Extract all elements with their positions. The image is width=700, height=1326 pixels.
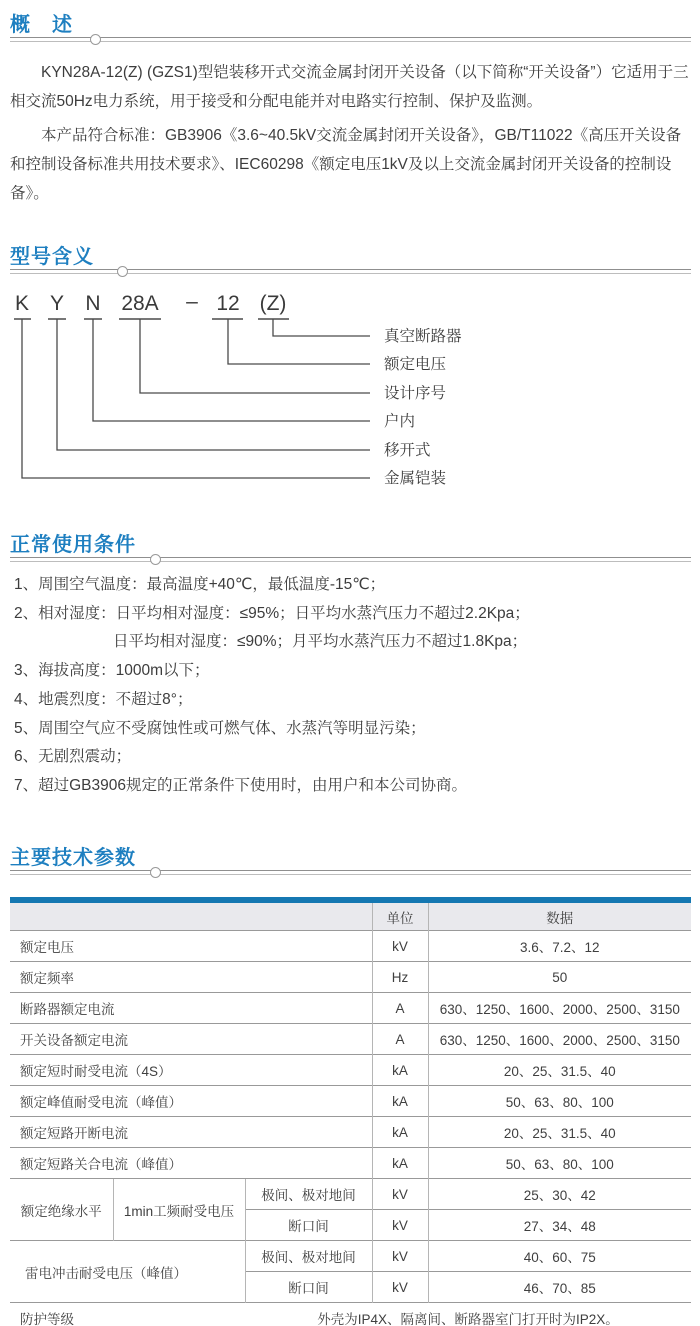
param-cell: 额定短时耐受电流（4S） xyxy=(10,1055,372,1086)
overview-paragraph-2: 本产品符合标准：GB3906《3.6~40.5kV交流金属封闭开关设备》，GB/T11022《高压开关设备和控制设备标准共用技术要求》、IEC60298《额定电压1kV及以上交流金属封闭开关设备的控制设备》。 xyxy=(10,127,682,202)
code-label-withdrawable: 移开式 xyxy=(384,442,431,459)
code-label-metal-clad: 金属铠装 xyxy=(384,470,447,487)
model-code-diagram xyxy=(0,288,700,503)
condition-item: 3、海拔高度：1000m以下； xyxy=(14,662,210,680)
table-row xyxy=(10,1117,691,1148)
table-row xyxy=(10,1148,691,1179)
unit-cell: kV xyxy=(372,1179,428,1210)
code-char-Y: Y xyxy=(49,292,65,315)
header-data-cell: 数据 xyxy=(428,903,691,931)
unit-cell: kA xyxy=(372,1055,428,1086)
data-cell: 46、70、85 xyxy=(428,1272,691,1303)
model-title: 型号含义 xyxy=(10,246,94,268)
unit-cell: kV xyxy=(372,1210,428,1241)
table-row-protection xyxy=(10,1303,691,1326)
param-cell: 额定短路开断电流 xyxy=(10,1117,372,1148)
table-row xyxy=(10,1086,691,1117)
param-cell: 额定电压 xyxy=(10,931,372,962)
table-row xyxy=(10,1055,691,1086)
unit-cell: kA xyxy=(372,1117,428,1148)
code-char-N: N xyxy=(85,292,101,315)
overview-paragraphs xyxy=(10,58,691,213)
parameters-title: 主要技术参数 xyxy=(10,847,136,869)
unit-cell: kV xyxy=(372,1272,428,1303)
data-cell: 50、63、80、100 xyxy=(428,1148,691,1179)
table-row xyxy=(10,962,691,993)
header-unit-cell: 单位 xyxy=(372,903,428,931)
condition-item: 5、周围空气应不受腐蚀性或可燃气体、水蒸汽等明显污染； xyxy=(14,719,426,737)
data-cell: 20、25、31.5、40 xyxy=(428,1055,691,1086)
param-cell: 额定频率 xyxy=(10,962,372,993)
data-cell: 50、63、80、100 xyxy=(428,1086,691,1117)
scope-cell: 极间、极对地间 xyxy=(245,1241,372,1272)
condition-item: 7、超过GB3906规定的正常条件下使用时，由用户和本公司协商。 xyxy=(14,776,467,794)
unit-cell: kV xyxy=(372,1241,428,1272)
conditions-divider xyxy=(10,557,691,562)
code-label-design-serial: 设计序号 xyxy=(384,385,447,402)
sub-param-cell: 1min工频耐受电压 xyxy=(113,1179,245,1241)
param-cell: 防护等级 xyxy=(10,1303,245,1326)
param-cell: 开关设备额定电流 xyxy=(10,1024,372,1055)
param-cell: 额定峰值耐受电流（峰值） xyxy=(10,1086,372,1117)
condition-item: 日平均相对湿度：≤90%；月平均水蒸汽压力不超过1.8Kpa； xyxy=(113,633,528,651)
table-row-insulation-1 xyxy=(10,1179,691,1210)
condition-item: 2、相对湿度：日平均相对湿度：≤95%；日平均水蒸汽压力不超过2.2Kpa； xyxy=(14,604,530,622)
unit-cell: kA xyxy=(372,1086,428,1117)
scope-cell: 断口间 xyxy=(245,1210,372,1241)
unit-cell: kV xyxy=(372,931,428,962)
model-divider xyxy=(10,269,691,274)
parameters-divider xyxy=(10,870,691,875)
divider-ring-icon xyxy=(117,266,128,277)
table-row xyxy=(10,1024,691,1055)
condition-item: 1、周围空气温度：最高温度+40℃，最低温度-15℃； xyxy=(14,576,386,593)
parameters-table-wrap xyxy=(10,897,691,1326)
divider-ring-icon xyxy=(150,867,161,878)
table-row-lightning-1 xyxy=(10,1241,691,1272)
param-cell: 断路器额定电流 xyxy=(10,993,372,1024)
code-char-Z: (Z) xyxy=(259,292,287,315)
divider-ring-icon xyxy=(150,554,161,565)
table-header-row xyxy=(10,903,691,931)
conditions-list xyxy=(14,571,690,801)
param-cell: 额定短路关合电流（峰值） xyxy=(10,1148,372,1179)
data-cell: 3.6、7.2、12 xyxy=(428,931,691,962)
scope-cell: 极间、极对地间 xyxy=(245,1179,372,1210)
parameters-table xyxy=(10,903,691,1326)
data-cell: 27、34、48 xyxy=(428,1210,691,1241)
code-branch-lines xyxy=(22,319,370,478)
code-char-K: K xyxy=(14,292,30,315)
table-row xyxy=(10,993,691,1024)
code-char-12: 12 xyxy=(216,292,240,315)
code-label-vacuum-breaker: 真空断路器 xyxy=(384,328,462,345)
unit-cell: kA xyxy=(372,1148,428,1179)
data-cell: 25、30、42 xyxy=(428,1179,691,1210)
param-cell: 额定绝缘水平 xyxy=(10,1179,113,1241)
code-label-rated-voltage: 额定电压 xyxy=(384,356,447,373)
data-cell: 630、1250、1600、2000、2500、3150 xyxy=(428,993,691,1024)
unit-cell: Hz xyxy=(372,962,428,993)
code-label-indoor: 户内 xyxy=(384,413,416,430)
scope-cell: 断口间 xyxy=(245,1272,372,1303)
condition-item: 4、地震烈度：不超过8°； xyxy=(14,690,193,708)
divider-ring-icon xyxy=(90,34,101,45)
code-char-28A: 28A xyxy=(121,292,159,315)
param-cell: 雷电冲击耐受电压（峰值） xyxy=(10,1241,245,1303)
overview-title: 概 述 xyxy=(10,14,73,36)
data-cell: 630、1250、1600、2000、2500、3150 xyxy=(428,1024,691,1055)
overview-divider xyxy=(10,37,691,42)
data-cell: 50 xyxy=(428,962,691,993)
unit-cell: A xyxy=(372,1024,428,1055)
unit-cell: A xyxy=(372,993,428,1024)
code-char-dash: – xyxy=(186,290,198,313)
overview-paragraph-1: KYN28A-12(Z) (GZS1)型铠装移开式交流金属封闭开关设备（以下简称“开关设备”）它适用于三相交流50Hz电力系统，用于接受和分配电能并对电路实行控制、保护及监测。 xyxy=(10,64,689,110)
condition-item: 6、无剧烈震动； xyxy=(14,748,132,766)
header-param-cell xyxy=(10,903,372,931)
data-cell: 20、25、31.5、40 xyxy=(428,1117,691,1148)
data-cell: 40、60、75 xyxy=(428,1241,691,1272)
table-row xyxy=(10,931,691,962)
data-cell: 外壳为IP4X、隔离间、断路器室门打开时为IP2X。 xyxy=(245,1303,691,1326)
conditions-title: 正常使用条件 xyxy=(10,534,136,556)
